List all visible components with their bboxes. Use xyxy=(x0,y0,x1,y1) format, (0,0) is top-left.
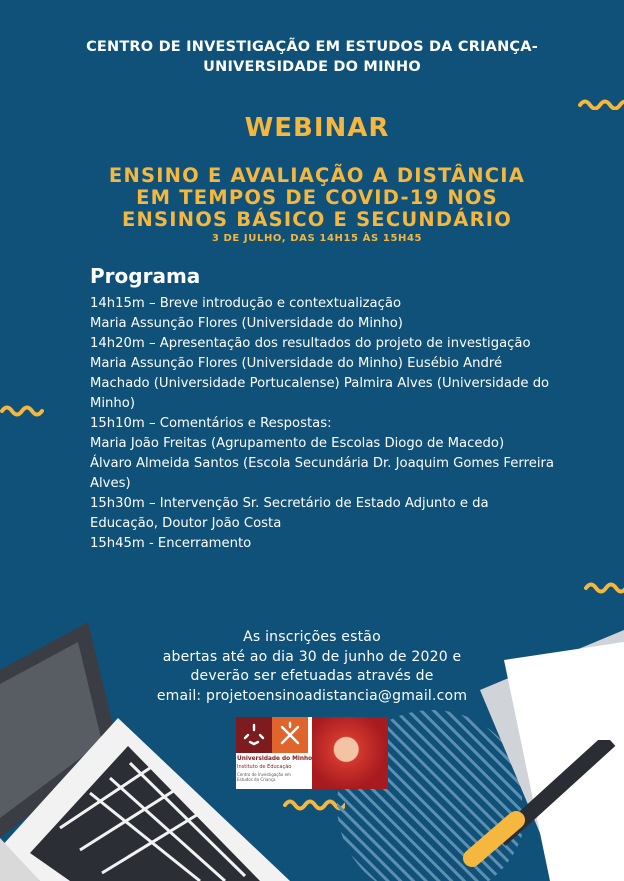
header-line-2: UNIVERSIDADE DO MINHO xyxy=(203,59,421,75)
event-date: 3 DE JULHO, DAS 14H15 ÀS 15H45 xyxy=(211,233,423,244)
program-line: Maria Assunção Flores (Universidade do Minho) Eusébio André Machado (Universidade Portucalense) Palmira Alves (Universidade do Minho) xyxy=(90,356,550,411)
program-line: 15h45m - Encerramento xyxy=(90,536,252,551)
registration-line: abertas até ao dia 30 de junho de 2020 e xyxy=(162,648,462,665)
program-heading: Programa xyxy=(90,264,201,288)
title-line-2: EM TEMPOS DE COVID-19 NOS xyxy=(136,186,498,209)
organization-header xyxy=(0,37,624,77)
program-line: 15h30m – Intervenção Sr. Secretário de Estado Adjunto e da Educação, Doutor João Costa xyxy=(90,496,489,531)
program-line: 14h15m – Breve introdução e contextualização xyxy=(90,296,402,311)
logo-unit-name: Centro de Investigação em Estudos da Criança xyxy=(237,772,291,782)
webinar-label: WEBINAR xyxy=(244,113,390,143)
title-line-3: ENSINOS BÁSICO E SECUNDÁRIO xyxy=(121,208,513,231)
program-line: Maria Assunção Flores (Universidade do Minho) xyxy=(90,316,403,331)
event-title xyxy=(0,165,624,231)
institute-emblem-icon xyxy=(272,717,308,753)
program-line: 15h10m – Comentários e Respostas: xyxy=(90,416,332,431)
registration-line: deverão ser efetuadas através de xyxy=(190,668,434,684)
registration-line: As inscrições estão xyxy=(243,629,381,645)
wave-decoration-right xyxy=(584,580,624,594)
title-line-1: ENSINO E AVALIAÇÃO A DISTÂNCIA xyxy=(108,164,526,187)
wave-decoration-top-right xyxy=(578,96,624,110)
university-logo xyxy=(236,717,388,789)
logo-institute-name: Instituto de Educação xyxy=(237,764,292,770)
wave-decoration-left xyxy=(0,403,44,417)
logo-university-name: Universidade do Minho xyxy=(237,756,313,762)
university-emblem-icon xyxy=(236,717,272,753)
header-line-1: CENTRO DE INVESTIGAÇÃO EM ESTUDOS DA CRIANÇA- xyxy=(86,39,538,55)
program-line: Maria João Freitas (Agrupamento de Escolas Diogo de Macedo) xyxy=(90,436,505,451)
program-line: 14h20m – Apresentação dos resultados do projeto de investigação xyxy=(90,336,531,351)
child-photo xyxy=(312,717,388,789)
program-list xyxy=(90,294,560,554)
pen-illustration xyxy=(460,740,624,870)
registration-email[interactable]: email: projetoensinoadistancia@gmail.com xyxy=(156,687,468,704)
registration-info xyxy=(140,628,484,706)
program-line: Álvaro Almeida Santos (Escola Secundária Dr. Joaquim Gomes Ferreira Alves) xyxy=(90,456,555,491)
